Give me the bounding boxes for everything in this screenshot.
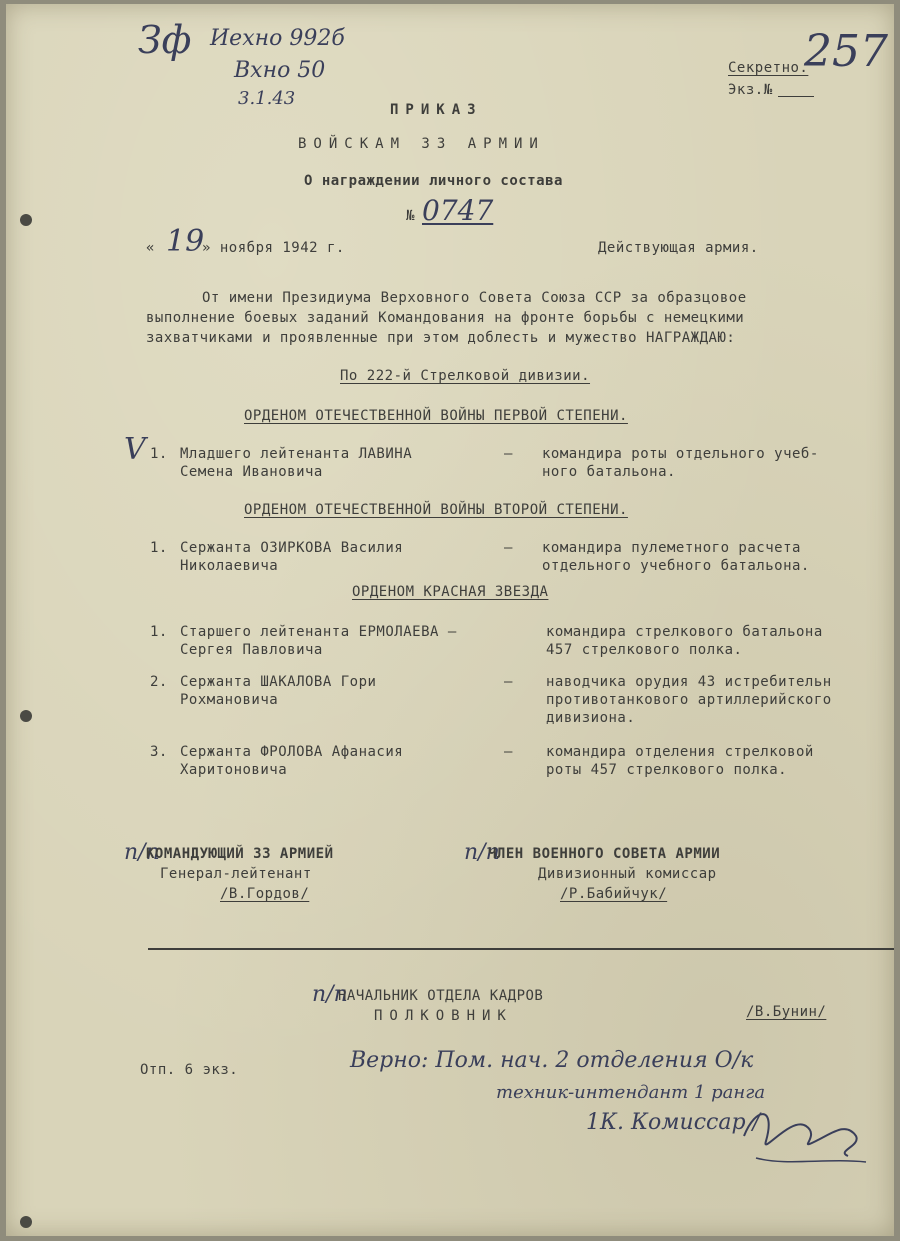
entry-position: дивизиона. (546, 710, 636, 726)
preamble-line: захватчиками и проявленные при этом доблесть и мужество НАГРАЖДАЮ: (146, 330, 736, 346)
signature-mark: п/п (124, 840, 160, 865)
entry-number: 1. (150, 624, 168, 640)
cadres-rank: ПОЛКОВНИК (374, 1008, 513, 1024)
entry-name: Старшего лейтенанта ЕРМОЛАЕВА – (180, 624, 457, 640)
date-open-quote: « (146, 240, 155, 256)
corner-note-fond: Зф (138, 18, 192, 62)
entry-name: Сергея Павловича (180, 642, 323, 658)
entry-name: Семена Ивановича (180, 464, 323, 480)
entry-name: Сержанта ОЗИРКОВА Василия (180, 540, 404, 556)
order-number-prefix: № (406, 208, 415, 224)
entry-position: командира роты отдельного учеб- (542, 446, 819, 462)
entry-position: отдельного учебного батальона. (542, 558, 810, 574)
entry-position: командира отделения стрелковой (546, 744, 814, 760)
verification-line: Верно: Пом. нач. 2 отделения О/к (350, 1048, 754, 1073)
order-topic: О награждении личного состава (304, 173, 563, 189)
entry-dash: – (504, 744, 513, 760)
entry-position: ного батальона. (542, 464, 676, 480)
entry-position: 457 стрелкового полка. (546, 642, 743, 658)
signature-right-name: /Р.Бабийчук/ (560, 886, 668, 902)
division-heading: По 222-й Стрелковой дивизии. (340, 368, 591, 384)
binding-hole (20, 1216, 32, 1228)
order-title: ПРИКАЗ (390, 102, 483, 118)
entry-name: Младшего лейтенанта ЛАВИНА (180, 446, 413, 462)
separator-line (148, 948, 894, 950)
corner-note-date: 3.1.43 (238, 88, 296, 109)
signature-mark: п/п (312, 982, 348, 1007)
entry-position: противотанкового артиллерийского (546, 692, 832, 708)
cadres-title: НАЧАЛЬНИК ОТДЕЛА КАДРОВ (338, 988, 544, 1004)
entry-position: командира стрелкового батальона (546, 624, 823, 640)
corner-note-delo: Вхно 50 (234, 58, 326, 83)
entry-name: Сержанта ФРОЛОВА Афанасия (180, 744, 404, 760)
entry-dash: – (504, 540, 513, 556)
order-number: 0747 (422, 194, 494, 227)
signature-left-title: КОМАНДУЮЩИЙ 33 АРМИЕЙ (146, 846, 334, 862)
entry-position: наводчика орудия 43 истребительн (546, 674, 832, 690)
entry-name: Рохмановича (180, 692, 279, 708)
entry-number: 1. (150, 540, 168, 556)
signature-left-rank: Генерал-лейтенант (160, 866, 312, 882)
handwritten-signature (736, 1096, 876, 1176)
signature-mark: п/п (464, 840, 500, 865)
corner-note-opis: Иехно 992б (210, 26, 345, 51)
document-sheet (6, 4, 894, 1236)
section-title: ОРДЕНОМ ОТЕЧЕСТВЕННОЙ ВОЙНЫ ПЕРВОЙ СТЕПЕНИ. (244, 408, 628, 424)
section-title: ОРДЕНОМ ОТЕЧЕСТВЕННОЙ ВОЙНЫ ВТОРОЙ СТЕПЕНИ. (244, 502, 628, 518)
signature-right-rank: Дивизионный комиссар (538, 866, 717, 882)
signature-left-name: /В.Гордов/ (220, 886, 310, 902)
section-title: ОРДЕНОМ КРАСНАЯ ЗВЕЗДА (352, 584, 549, 600)
archive-number: 257 (804, 26, 888, 77)
entry-number: 2. (150, 674, 168, 690)
order-place: Действующая армия. (598, 240, 759, 256)
entry-position: роты 457 стрелкового полка. (546, 762, 788, 778)
verification-line: техник-интендант 1 ранга (496, 1082, 766, 1103)
preamble-line: выполнение боевых заданий Командования на фронте борьбы с немецкими (146, 310, 745, 326)
cadres-name: /В.Бунин/ (746, 1004, 827, 1020)
order-date: » ноября 1942 г. (202, 240, 345, 256)
copies-note: Отп. 6 экз. (140, 1062, 239, 1078)
binding-hole (20, 710, 32, 722)
entry-number: 3. (150, 744, 168, 760)
secrecy-label: Секретно. (728, 60, 809, 76)
binding-hole (20, 214, 32, 226)
entry-number: 1. (150, 446, 168, 462)
entry-position: командира пулеметного расчета (542, 540, 801, 556)
order-day: 19 (166, 224, 205, 259)
preamble-line: От имени Президиума Верховного Совета Союза ССР за образцовое (202, 290, 747, 306)
entry-dash: – (504, 446, 513, 462)
check-mark: V (124, 432, 146, 467)
copy-number-label: Экз.№ (728, 82, 773, 98)
order-subtitle: ВОЙСКАМ 33 АРМИИ (298, 136, 545, 152)
entry-dash: – (504, 674, 513, 690)
entry-name: Харитоновича (180, 762, 288, 778)
copy-number-line (778, 96, 814, 97)
entry-name: Сержанта ШАКАЛОВА Гори (180, 674, 377, 690)
signature-right-title: ЧЛЕН ВОЕННОГО СОВЕТА АРМИИ (488, 846, 721, 862)
entry-name: Николаевича (180, 558, 279, 574)
verification-line: 1К. Комиссар / (586, 1110, 760, 1135)
